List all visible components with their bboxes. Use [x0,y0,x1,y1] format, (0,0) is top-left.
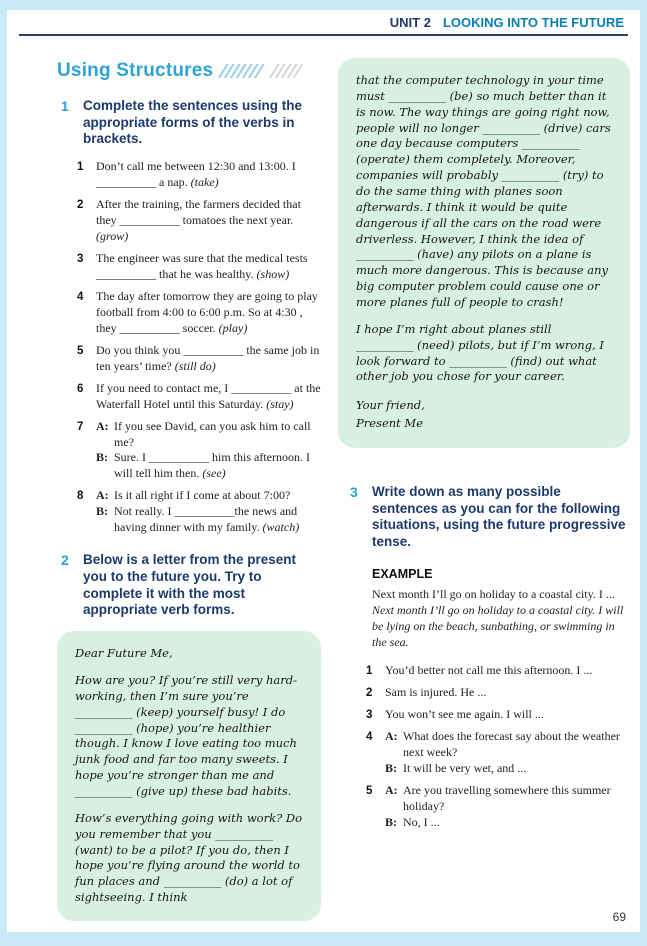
item-number: 4 [366,731,373,744]
line-text [403,815,440,831]
text-segment: You’d better not call me this afternoon. I ... [385,662,593,677]
text-segment: (see) [202,466,226,481]
item-line [96,381,321,413]
exercise1-items [77,159,321,536]
letter-signature [356,397,612,433]
exercise-item [77,343,321,375]
text-segment: (grow) [96,229,129,244]
item-number: 3 [77,252,84,265]
header-divider [19,34,628,36]
item-line [96,488,321,504]
exercise1-number: 1 [61,98,69,114]
text-segment: (show) [256,266,290,281]
text-segment: No, I ... [403,815,440,830]
text-segment: Not really. I __________the news and having dinner with my family. [114,504,298,535]
signature-line: Your friend, [356,398,425,413]
exercise1-header [61,98,321,148]
speaker-label: A: [385,729,398,744]
line-text [114,504,321,536]
line-text [385,685,486,699]
exercise-item [77,381,321,413]
speaker-label: B: [385,761,397,776]
line-text [96,289,318,335]
line-text [403,729,630,761]
text-segment: The engineer was sure that the medical tests __________ that he was healthy. [96,250,308,281]
item-line [96,504,321,536]
item-body [96,343,321,375]
item-number: 1 [77,161,84,174]
item-body [96,419,321,483]
item-body [96,289,321,337]
text-segment: Are you travelling somewhere this summer holiday? [403,783,611,814]
line-text [403,783,630,815]
text-segment: If you see David, can you ask him to call me? [114,418,311,449]
item-body [385,707,630,723]
line-text [385,663,592,677]
speaker-label: A: [385,783,398,798]
section-title-row [57,60,321,82]
letter-paragraph: Dear Future Me, [75,646,173,661]
item-number: 3 [366,709,373,722]
item-number: 5 [77,344,84,357]
item-line [385,815,630,831]
line-text [96,251,308,281]
letter-paragraph: How are you? If you’re still very hard-working, then I’m sure you’re __________ (keep) yourself busy! I do __________ (hope) you’re healthier though. I know I love eating too much junk food and far too many sweets. I hope you’re stronger than me and __________ (give up) these bad habits. [75,673,297,799]
page-header [390,15,624,30]
letter-box-part2 [338,58,630,448]
item-line [96,251,321,283]
text-segment: (still do) [174,358,216,373]
item-number: 8 [77,490,84,503]
item-number: 2 [77,199,84,212]
exercise-item [366,707,630,723]
example-answer: Next month I’ll go on holiday to a coastal city. I will be lying on the beach, sunbathing, or swimming in the sea. [372,603,624,650]
exercise-item [77,488,321,536]
item-number: 1 [366,664,373,677]
exercise-item [366,783,630,831]
exercise-item [77,289,321,337]
exercise-item [366,729,630,777]
line-text [403,761,526,777]
item-line [385,761,630,777]
item-line [385,783,630,815]
item-line [385,663,630,679]
text-segment: Do you think you __________ the same job in ten years’ time? [96,342,320,373]
item-line [96,343,321,375]
item-line [385,729,630,761]
item-line [96,159,321,191]
text-segment: Is it all right if I come at about 7:00? [114,488,291,503]
exercise3-number: 3 [350,483,358,500]
letter-part1-paragraphs [75,646,303,906]
speaker-label: B: [385,815,397,830]
text-segment: (stay) [266,396,294,411]
item-line [96,450,321,482]
text-segment: Don’t call me between 12:30 and 13:00. I __________ a nap. [96,159,296,190]
item-number: 7 [77,420,84,433]
left-column [55,60,321,921]
item-line [96,197,321,245]
item-number: 5 [366,785,373,798]
line-text [96,381,321,411]
item-number: 4 [77,290,84,303]
exercise-item [366,685,630,701]
line-text [114,450,321,482]
page-content-area [7,10,640,932]
text-segment: What does the forecast say about the weather next week? [403,729,620,760]
exercise-item [77,197,321,245]
line-text [96,343,319,373]
example-label: EXAMPLE [372,566,433,581]
section-title: Using Structures [57,60,214,81]
exercise-item [77,251,321,283]
text-segment: The day after tomorrow they are going to play football from 4:00 to 6:00 p.m. So at 4:30 , they __________ soccer. [96,288,318,335]
text-segment: Sam is injured. He ... [385,684,487,699]
exercise3-items [366,663,630,832]
exercise3-header [350,484,630,551]
text-segment: After the training, the farmers decided that they __________ tomatoes the next year. [96,197,301,228]
exercise3-instruction: Write down as many possible sentences as you can for the following situations, using the future progressive tense. [372,483,626,550]
line-text [96,159,296,189]
text-segment: It will be very wet, and ... [403,761,527,776]
text-segment: (take) [190,175,219,190]
item-number: 2 [366,686,373,699]
page-number: 69 [612,910,626,924]
exercise1-instruction: Complete the sentences using the appropriate forms of the verbs in brackets. [83,98,303,147]
speaker-label: B: [96,450,108,465]
exercise2-instruction: Below is a letter from the present you to the future you. Try to complete it with the most appropriate verb forms. [83,552,297,618]
letter-paragraph: How’s everything going with work? Do you remember that you __________ (want) to be a pilot? If you do, then I hope you’re flying around the world to fun places and __________ (do) a lot of sightseeing. I think [75,810,303,905]
letter-box-part1 [57,631,321,921]
line-text [114,488,290,504]
item-line [385,707,630,723]
item-body [96,197,321,245]
speaker-label: B: [96,504,108,519]
line-text [385,707,544,721]
exercise2-header [61,552,321,619]
item-line [96,419,321,451]
letter-part2-paragraphs [356,73,612,385]
signature-line: Present Me [356,416,424,431]
hatch-decoration-icon [218,64,269,78]
exercise-item [77,419,321,483]
item-body [385,663,630,679]
unit-label: UNIT 2 [389,15,431,30]
item-body [96,251,321,283]
line-text [96,197,301,243]
item-body [385,729,630,777]
hatch-decoration-icon [269,64,304,78]
item-line [96,289,321,337]
exercise-item [366,663,630,679]
text-segment: Sure. I __________ him this afternoon. I will tell him then. [114,450,310,481]
exercise2-number: 2 [61,552,69,569]
letter-paragraph: that the computer technology in your time must __________ (be) so much better than it is now. The way things are going right now, people will no longer __________ (drive) cars one day because computers __________ (operate) them completely. Moreover, companies will probably __________ (try) to do the same thing with planes soon afterwards. I think it would be quite dangerous if all the cars on the road were driverless. However, I think the idea of __________ (have) any pilots on a plane is much more dangerous. This is because any big computer problem could cause one or more planes full of people to crash! [356,73,611,310]
text-segment: (watch) [262,520,300,535]
exercise-item [77,159,321,191]
item-body [385,783,630,831]
speaker-label: A: [96,418,109,433]
text-segment: If you need to contact me, I __________ at the Waterfall Hotel until this Saturday. [96,380,321,411]
right-column [338,58,630,837]
example-prompt: Next month I’ll go on holiday to a coastal city. I ... [372,586,615,601]
item-body [96,159,321,191]
line-text [114,419,321,451]
item-body [96,381,321,413]
item-line [385,685,630,701]
item-body [96,488,321,536]
unit-title: LOOKING INTO THE FUTURE [442,15,624,30]
item-body [385,685,630,701]
letter-paragraph: I hope I’m right about planes still __________ (need) pilots, but if I’m wrong, I look forward to __________ (find) out what other job you chose for your career. [356,321,604,384]
text-segment: (play) [218,320,248,335]
speaker-label: A: [96,488,109,503]
item-number: 6 [77,382,84,395]
text-segment: You won’t see me again. I will ... [385,707,544,722]
